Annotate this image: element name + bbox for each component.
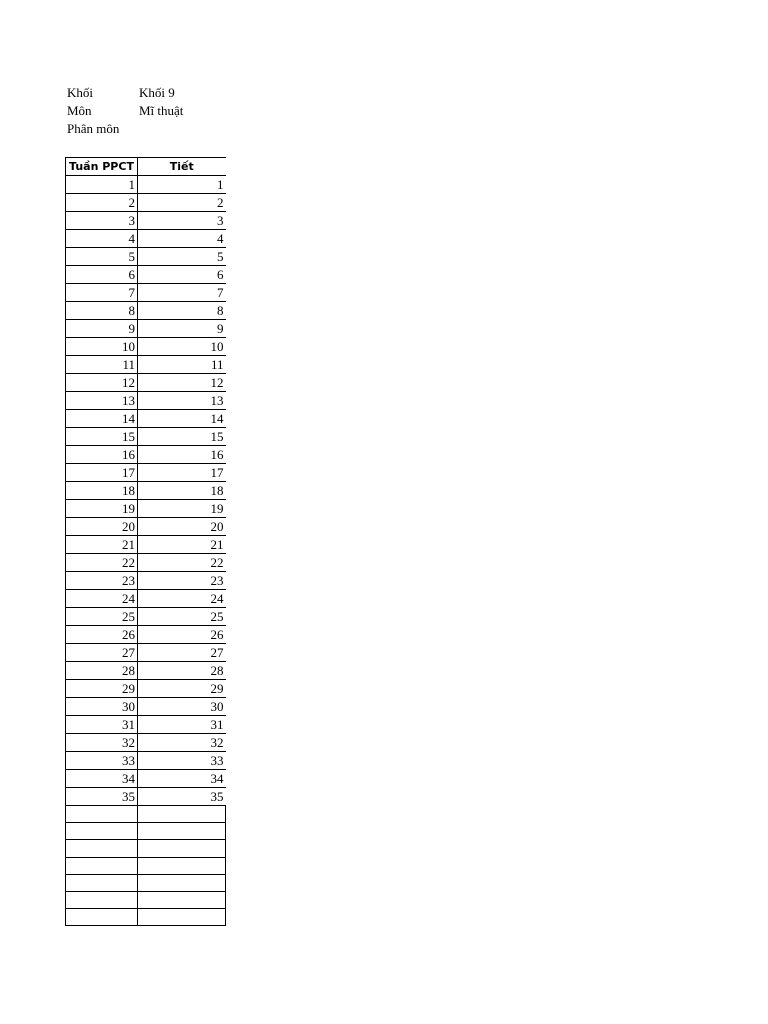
cell-period: 10: [138, 338, 226, 356]
table-header-row: [66, 158, 226, 176]
table-row: [66, 554, 226, 572]
cell-period: 5: [138, 248, 226, 266]
cell-week: 27: [66, 644, 138, 662]
cell-week: 15: [66, 428, 138, 446]
cell-week: 13: [66, 392, 138, 410]
table-row: [66, 518, 226, 536]
cell-period: 8: [138, 302, 226, 320]
cell-week: 6: [66, 266, 138, 284]
cell-period: 7: [138, 284, 226, 302]
cell-period: 21: [138, 536, 226, 554]
cell-period: 1: [138, 176, 226, 194]
table-row: [66, 608, 226, 626]
cell-week: 32: [66, 734, 138, 752]
table-row: [66, 176, 226, 194]
table-row: [66, 644, 226, 662]
info-label: Môn: [67, 103, 92, 118]
cell-period: 4: [138, 230, 226, 248]
info-row-grade: [67, 84, 183, 102]
cell-week: 28: [66, 662, 138, 680]
cell-week: 7: [66, 284, 138, 302]
cell-period: 34: [138, 770, 226, 788]
cell-week: 26: [66, 626, 138, 644]
cell-period: 24: [138, 590, 226, 608]
cell-week: 30: [66, 698, 138, 716]
cell-period: 29: [138, 680, 226, 698]
cell-week: [66, 909, 138, 926]
table-row: [66, 266, 226, 284]
ppct-table: [65, 157, 226, 926]
table-row: [66, 823, 226, 840]
cell-week: 1: [66, 176, 138, 194]
cell-period: 3: [138, 212, 226, 230]
table-row: [66, 302, 226, 320]
cell-week: 21: [66, 536, 138, 554]
cell-period: 11: [138, 356, 226, 374]
table-row: [66, 770, 226, 788]
table-row: [66, 356, 226, 374]
cell-week: [66, 823, 138, 840]
table-row: [66, 806, 226, 823]
cell-period: 16: [138, 446, 226, 464]
table-row: [66, 734, 226, 752]
table-row: [66, 428, 226, 446]
cell-period: 32: [138, 734, 226, 752]
table-row: [66, 840, 226, 857]
cell-week: 3: [66, 212, 138, 230]
cell-period: 31: [138, 716, 226, 734]
info-row-subject: [67, 102, 183, 120]
cell-week: 23: [66, 572, 138, 590]
cell-period: 33: [138, 752, 226, 770]
cell-period: 19: [138, 500, 226, 518]
cell-week: 25: [66, 608, 138, 626]
column-header-period: Tiết: [138, 158, 226, 176]
table-row: [66, 212, 226, 230]
document-info: [67, 84, 183, 138]
cell-week: 4: [66, 230, 138, 248]
cell-period: 6: [138, 266, 226, 284]
cell-period: 15: [138, 428, 226, 446]
cell-week: 10: [66, 338, 138, 356]
table-row: [66, 392, 226, 410]
info-label: Phân môn: [67, 121, 120, 136]
table-row: [66, 230, 226, 248]
cell-period: 22: [138, 554, 226, 572]
cell-week: [66, 857, 138, 874]
column-header-week: Tuần PPCT: [66, 158, 138, 176]
table-row: [66, 752, 226, 770]
table-row: [66, 446, 226, 464]
cell-period: [138, 840, 226, 857]
cell-period: [138, 806, 226, 823]
cell-period: 35: [138, 788, 226, 806]
cell-period: [138, 823, 226, 840]
cell-period: 27: [138, 644, 226, 662]
cell-period: 9: [138, 320, 226, 338]
table-row: [66, 482, 226, 500]
cell-week: 11: [66, 356, 138, 374]
table-row: [66, 891, 226, 908]
cell-week: 31: [66, 716, 138, 734]
cell-week: 16: [66, 446, 138, 464]
cell-week: 18: [66, 482, 138, 500]
cell-period: 14: [138, 410, 226, 428]
table-row: [66, 874, 226, 891]
cell-week: [66, 840, 138, 857]
cell-period: [138, 874, 226, 891]
cell-week: 35: [66, 788, 138, 806]
table-row: [66, 464, 226, 482]
table-row: [66, 662, 226, 680]
table-row: [66, 194, 226, 212]
cell-week: 2: [66, 194, 138, 212]
cell-week: 5: [66, 248, 138, 266]
cell-period: 30: [138, 698, 226, 716]
cell-week: 33: [66, 752, 138, 770]
cell-week: 24: [66, 590, 138, 608]
table-row: [66, 590, 226, 608]
cell-period: 23: [138, 572, 226, 590]
cell-period: [138, 857, 226, 874]
info-row-subsection: [67, 120, 183, 138]
table-row: [66, 716, 226, 734]
info-value: Mĩ thuật: [139, 103, 184, 118]
cell-period: 2: [138, 194, 226, 212]
cell-period: [138, 891, 226, 908]
cell-week: 22: [66, 554, 138, 572]
cell-week: [66, 891, 138, 908]
cell-week: 9: [66, 320, 138, 338]
cell-period: 13: [138, 392, 226, 410]
table-row: [66, 338, 226, 356]
table-row: [66, 857, 226, 874]
table-row: [66, 698, 226, 716]
table-row: [66, 572, 226, 590]
cell-week: 12: [66, 374, 138, 392]
cell-week: 17: [66, 464, 138, 482]
table-row: [66, 536, 226, 554]
cell-period: 28: [138, 662, 226, 680]
table-row: [66, 248, 226, 266]
table-body: [66, 176, 226, 926]
cell-period: 17: [138, 464, 226, 482]
table-row: [66, 284, 226, 302]
table-row: [66, 788, 226, 806]
cell-period: 25: [138, 608, 226, 626]
table-row: [66, 500, 226, 518]
info-value: Khối 9: [139, 85, 175, 100]
cell-period: [138, 909, 226, 926]
cell-period: 26: [138, 626, 226, 644]
cell-period: 18: [138, 482, 226, 500]
table-row: [66, 680, 226, 698]
cell-week: [66, 874, 138, 891]
info-label: Khối: [67, 85, 93, 100]
cell-week: 14: [66, 410, 138, 428]
cell-period: 20: [138, 518, 226, 536]
cell-week: 34: [66, 770, 138, 788]
cell-week: 19: [66, 500, 138, 518]
table-row: [66, 320, 226, 338]
table-row: [66, 374, 226, 392]
table-row: [66, 626, 226, 644]
cell-week: [66, 806, 138, 823]
cell-period: 12: [138, 374, 226, 392]
cell-week: 29: [66, 680, 138, 698]
table-row: [66, 410, 226, 428]
cell-week: 8: [66, 302, 138, 320]
table-row: [66, 909, 226, 926]
cell-week: 20: [66, 518, 138, 536]
